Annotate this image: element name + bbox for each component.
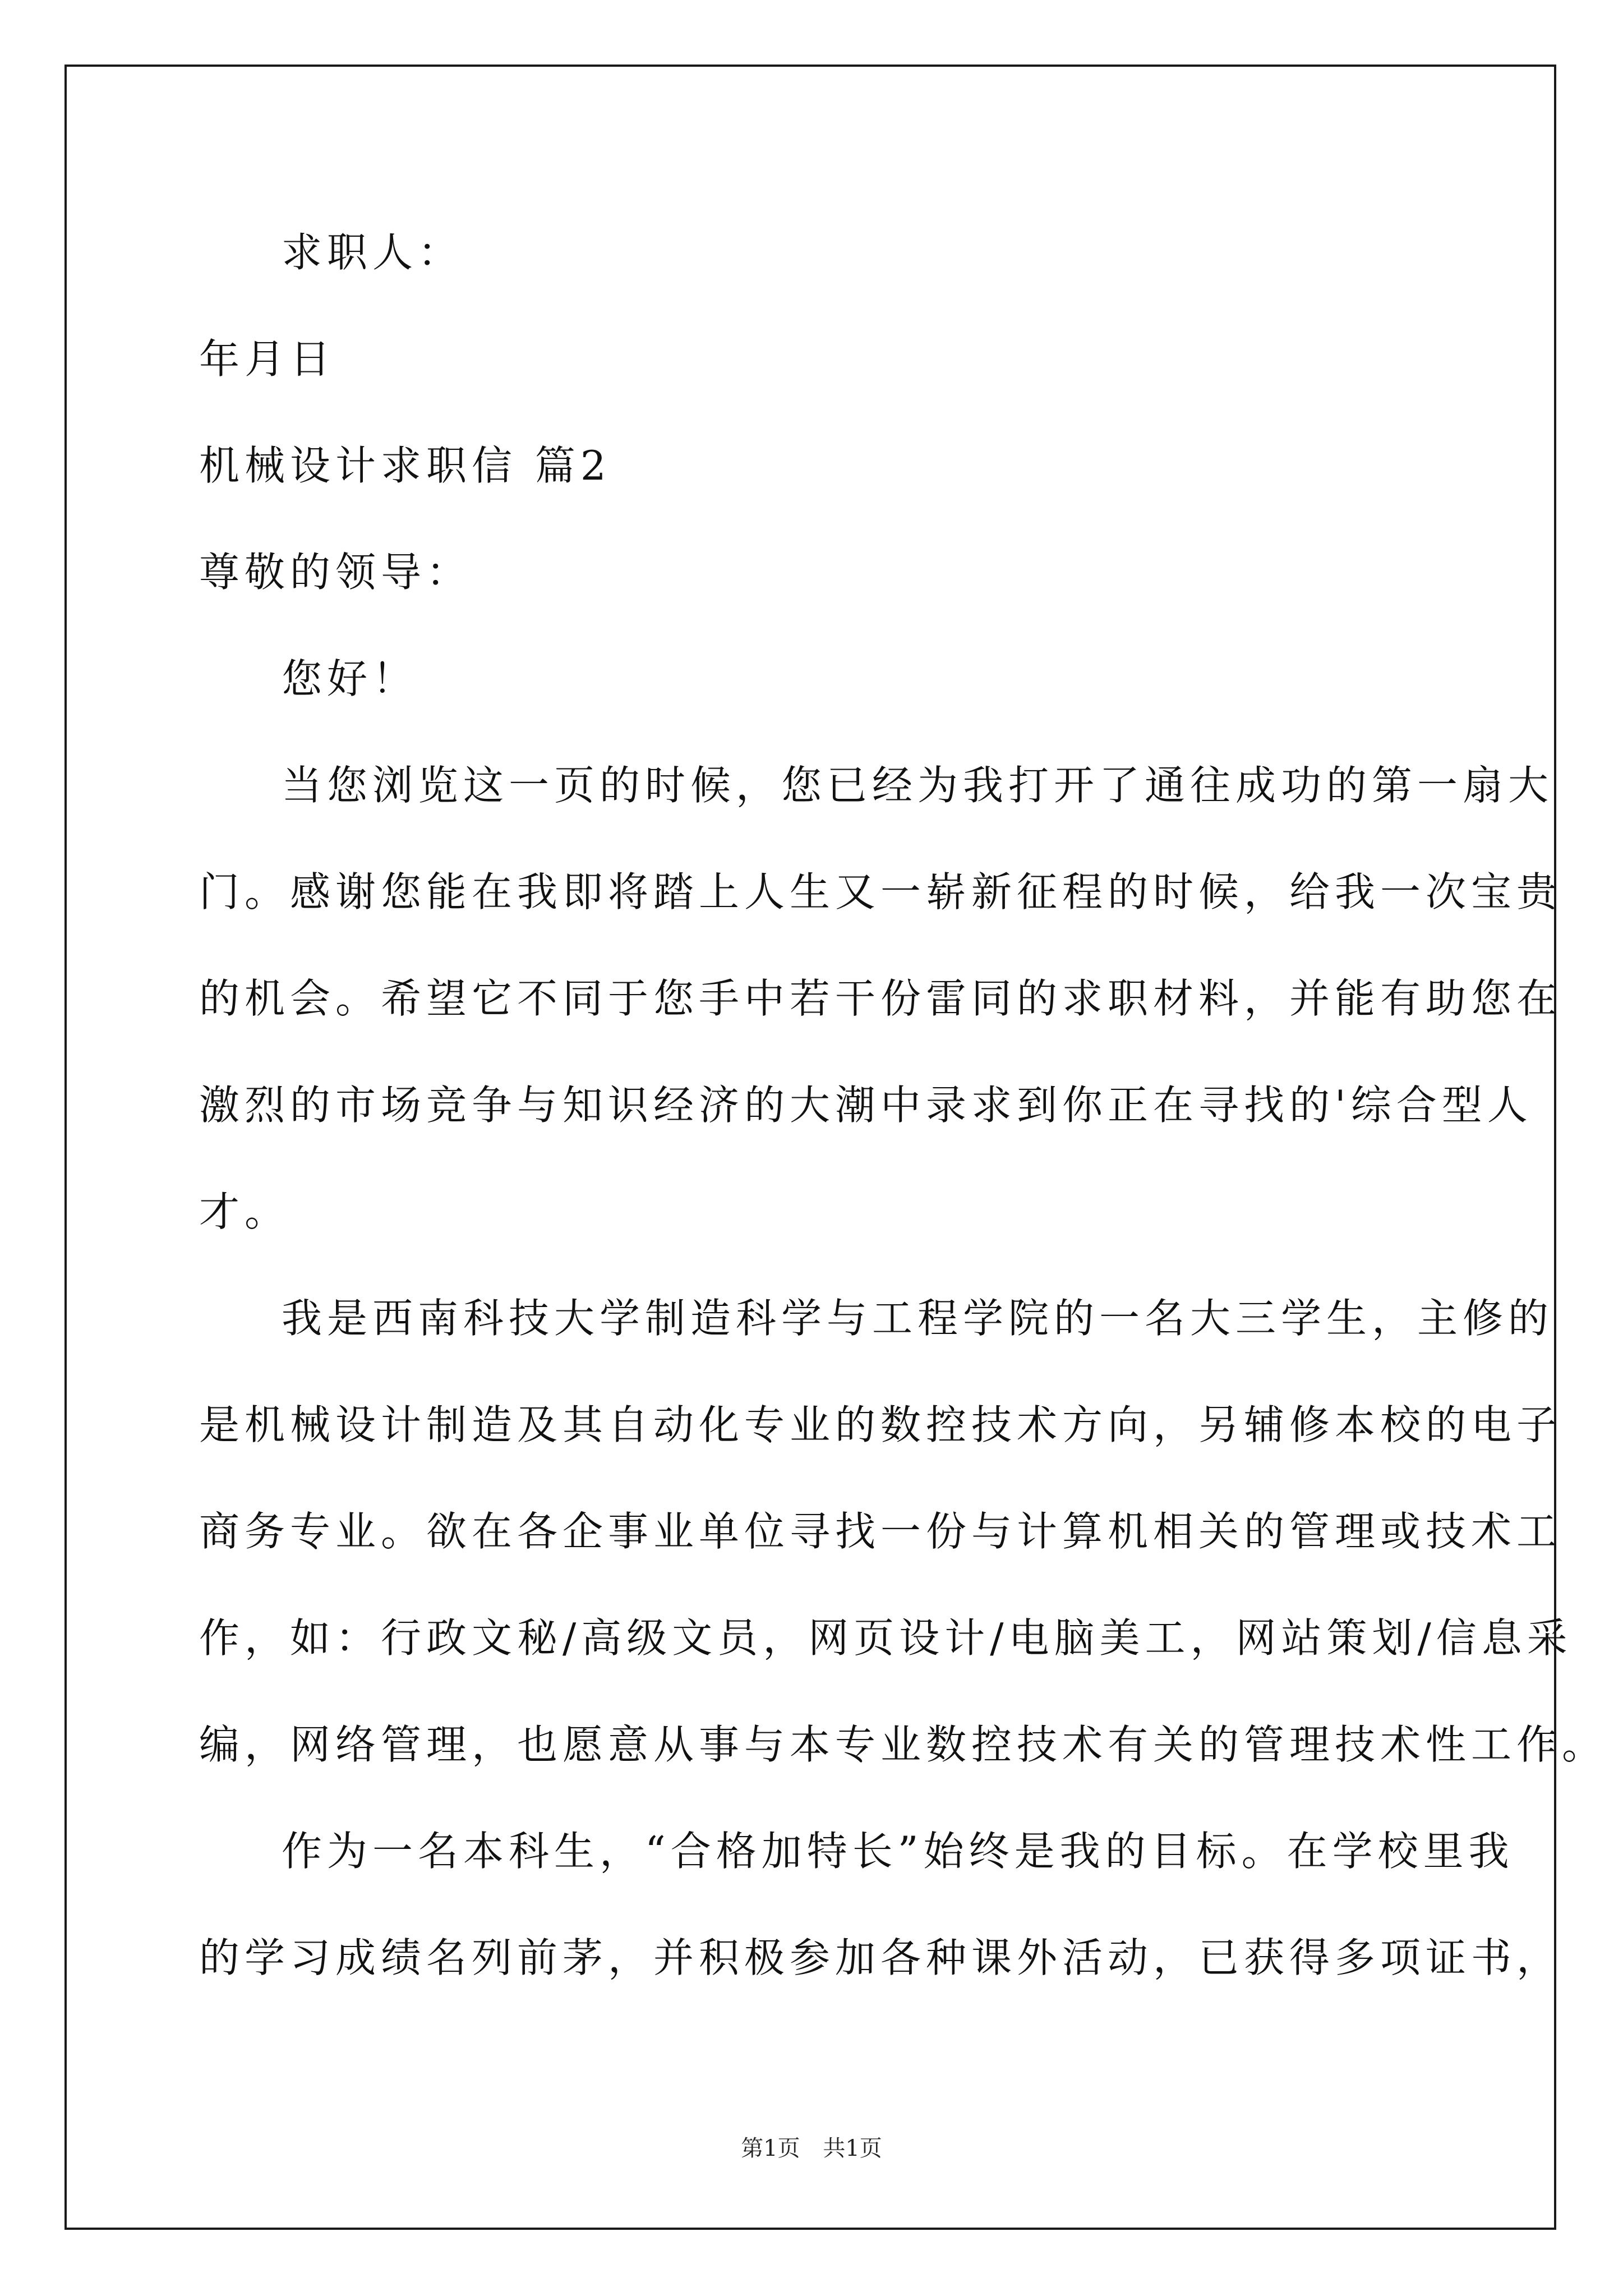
paragraph-line: 才。 bbox=[199, 1188, 291, 1235]
section-heading: 机械设计求职信 篇2 bbox=[199, 442, 611, 489]
paragraph-line: 作为一名本科生，“合格加特长”始终是我的目标。在学校里我 bbox=[282, 1828, 1514, 1875]
paragraph-line: 是机械设计制造及其自动化专业的数控技术方向，另辅修本校的电子 bbox=[199, 1401, 1562, 1448]
signature-line: 求职人： bbox=[282, 229, 464, 276]
paragraph-line: 编，网络管理，也愿意从事与本专业数控技术有关的管理技术性工作。 bbox=[199, 1721, 1608, 1768]
paragraph-line: 作，如：行政文秘/高级文员，网页设计/电脑美工，网站策划/信息采 bbox=[199, 1614, 1573, 1662]
paragraph-line: 门。感谢您能在我即将踏上人生又一崭新征程的时候，给我一次宝贵 bbox=[199, 868, 1562, 915]
paragraph-line: 激烈的市场竞争与知识经济的大潮中录求到你正在寻找的'综合型人 bbox=[199, 1082, 1533, 1129]
page-count: 共1页 bbox=[823, 2136, 882, 2161]
page-footer bbox=[0, 2132, 1623, 2165]
paragraph-line: 商务专业。欲在各企事业单位寻找一份与计算机相关的管理或技术工 bbox=[199, 1508, 1562, 1555]
paragraph-line: 的学习成绩名列前茅，并积极参加各种课外活动，已获得多项证书， bbox=[199, 1934, 1562, 1981]
page-number: 第1页 bbox=[741, 2136, 800, 2161]
page-border bbox=[64, 65, 1556, 2230]
paragraph-line: 当您浏览这一页的时候，您已经为我打开了通往成功的第一扇大 bbox=[282, 762, 1554, 809]
paragraph-line: 的机会。希望它不同于您手中若干份雷同的求职材料，并能有助您在 bbox=[199, 975, 1562, 1022]
paragraph-line: 我是西南科技大学制造科学与工程学院的一名大三学生，主修的 bbox=[282, 1295, 1554, 1342]
date-line: 年月日 bbox=[199, 335, 336, 383]
greeting: 您好！ bbox=[282, 655, 418, 702]
salutation: 尊敬的领导： bbox=[199, 549, 472, 596]
